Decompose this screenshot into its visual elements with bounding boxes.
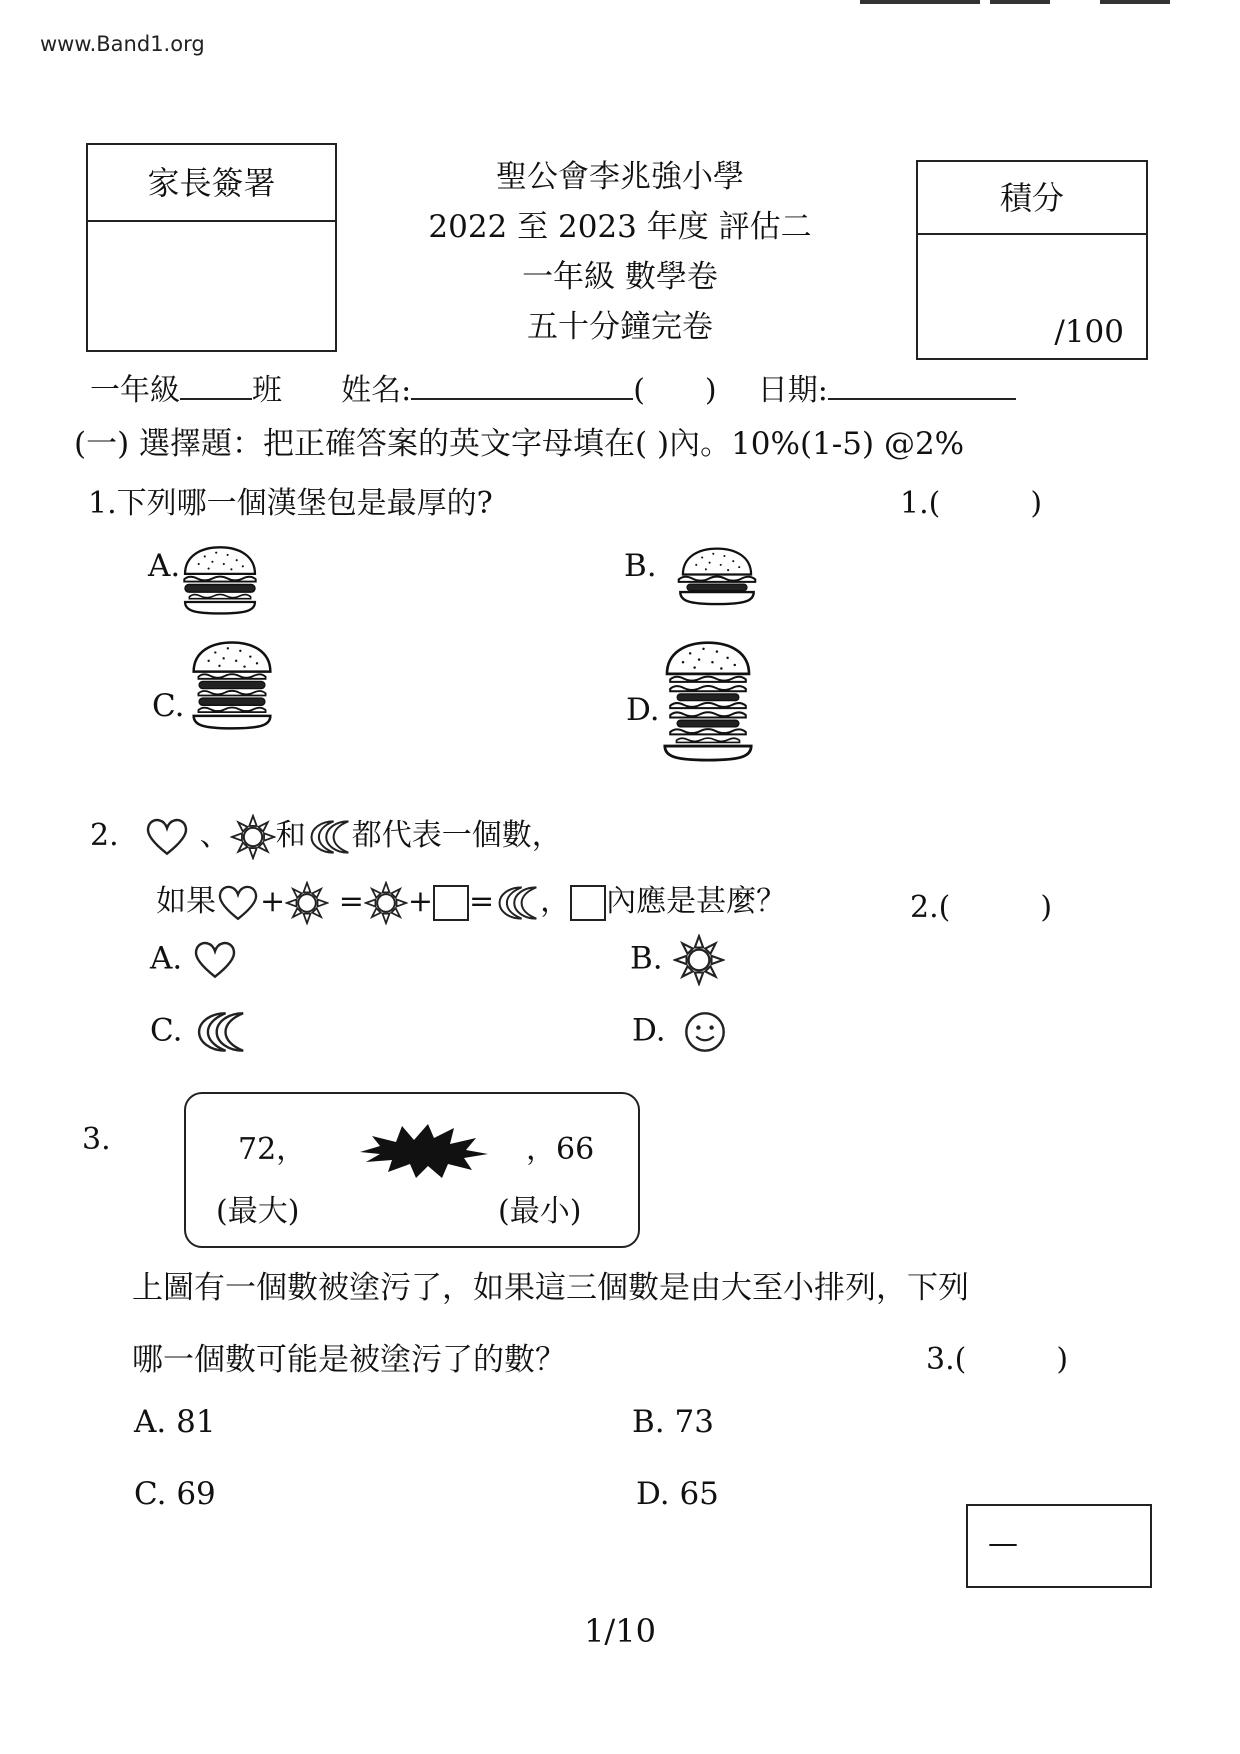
class-blank[interactable] — [180, 368, 252, 400]
q3-text-line1: 上圖有一個數被塗污了，如果這三個數是由大至小排列，下列 — [132, 1270, 969, 1306]
q1-option-c-label: C. — [152, 688, 185, 724]
q3-largest-number: 72， — [238, 1132, 307, 1167]
exam-header — [380, 152, 860, 352]
q2-option-a[interactable] — [150, 940, 238, 980]
q1-option-a-label: A. — [148, 548, 181, 584]
q3-option-d[interactable]: D. 65 — [636, 1476, 719, 1512]
sun-icon — [230, 814, 276, 860]
q2-plus: + — [260, 884, 286, 919]
section-title: (一) 選擇題：把正確答案的英文字母填在( )內。10%(1-5) @2% — [74, 426, 965, 462]
blank-square — [570, 885, 606, 921]
q2-option-b[interactable] — [630, 934, 725, 986]
q3-option-b[interactable]: B. 73 — [632, 1404, 714, 1440]
grade-label: 一年級 — [90, 373, 180, 408]
q2-equals: = — [338, 884, 364, 919]
parent-signature-title: 家長簽署 — [88, 145, 335, 222]
name-label: 姓名: — [341, 373, 412, 408]
exam-subject: 一年級 數學卷 — [522, 259, 718, 295]
q1-answer-slot[interactable]: 1.( ) — [900, 486, 1043, 521]
q2-equation — [156, 876, 786, 925]
parent-signature-box — [86, 143, 337, 352]
heart-icon — [192, 940, 238, 980]
q2-number: 2. — [90, 818, 119, 853]
sun-icon — [673, 934, 725, 986]
exam-year: 2022 至 2023 年度 評估二 — [428, 209, 812, 245]
q3-answer-slot[interactable]: 3.( ) — [926, 1342, 1069, 1377]
q2-option-a-label: A. — [150, 940, 183, 977]
heart-icon — [216, 884, 260, 922]
q3-option-a[interactable]: A. 81 — [134, 1404, 216, 1440]
burger-d-icon[interactable] — [654, 640, 762, 762]
q3-option-c[interactable]: C. 69 — [134, 1476, 216, 1512]
q2-option-c-label: C. — [150, 1012, 183, 1049]
q2-option-d-label: D. — [632, 1012, 666, 1049]
score-box — [916, 160, 1148, 360]
q2-answer-slot[interactable]: 2.( ) — [910, 890, 1053, 925]
heart-icon — [144, 817, 190, 857]
q2-stem-end: 都代表一個數， — [351, 818, 562, 853]
ink-smudge-icon — [358, 1122, 490, 1180]
q2-if: 如果 — [156, 884, 216, 919]
q1-text: 1.下列哪一個漢堡包是最厚的? — [88, 486, 493, 521]
date-blank[interactable] — [828, 368, 1016, 400]
name-blank[interactable] — [411, 368, 633, 400]
burger-c-icon[interactable] — [190, 640, 274, 730]
page-score-mark: — — [988, 1526, 1018, 1561]
top-edge-marks — [850, 0, 1190, 16]
exam-duration: 五十分鐘完卷 — [527, 309, 713, 345]
school-name: 聖公會李兆強小學 — [496, 159, 744, 195]
score-title: 積分 — [918, 162, 1146, 235]
moon-icon — [306, 818, 352, 856]
q1-option-b-label: B. — [624, 548, 657, 584]
q2-and: 和 — [275, 818, 306, 853]
q2-option-d[interactable] — [632, 1010, 727, 1054]
burger-b-icon[interactable] — [660, 546, 774, 606]
q3-text-line2: 哪一個數可能是被塗污了的數？ — [132, 1342, 566, 1378]
q3-smallest-number: ，66 — [526, 1132, 595, 1167]
q3-number-box — [184, 1092, 640, 1248]
date-label: 日期: — [757, 373, 828, 408]
q2-stem — [90, 810, 562, 860]
page-score-box — [966, 1504, 1152, 1588]
sun-icon — [285, 881, 329, 925]
score-total: /100 — [1054, 314, 1124, 350]
sun-icon — [364, 881, 408, 925]
blank-square — [433, 885, 469, 921]
parent-signature-area[interactable] — [88, 222, 335, 350]
class-label: 班 — [252, 373, 282, 408]
q3-smallest-label: (最小) — [498, 1194, 582, 1229]
watermark: www.Band1.org — [40, 32, 205, 56]
q2-plus: + — [407, 884, 433, 919]
class-number-paren[interactable]: ( ) — [633, 373, 717, 408]
q2-separator: 、 — [199, 818, 230, 853]
smiley-icon — [683, 1010, 727, 1054]
moon-icon — [192, 1010, 248, 1054]
q2-option-c[interactable] — [150, 1010, 248, 1054]
student-info-row — [90, 365, 1016, 409]
page-number: 1/10 — [584, 1612, 656, 1650]
moon-icon — [494, 884, 540, 922]
q3-number: 3. — [82, 1122, 111, 1157]
q2-equals: = — [468, 884, 495, 919]
q1-option-d-label: D. — [626, 692, 660, 728]
q2-comma: ， — [540, 884, 571, 919]
q2-ask: 內應是甚麼？ — [606, 884, 787, 919]
q3-largest-label: (最大) — [216, 1194, 300, 1229]
burger-a-icon[interactable] — [182, 545, 258, 615]
q2-option-b-label: B. — [630, 940, 663, 977]
